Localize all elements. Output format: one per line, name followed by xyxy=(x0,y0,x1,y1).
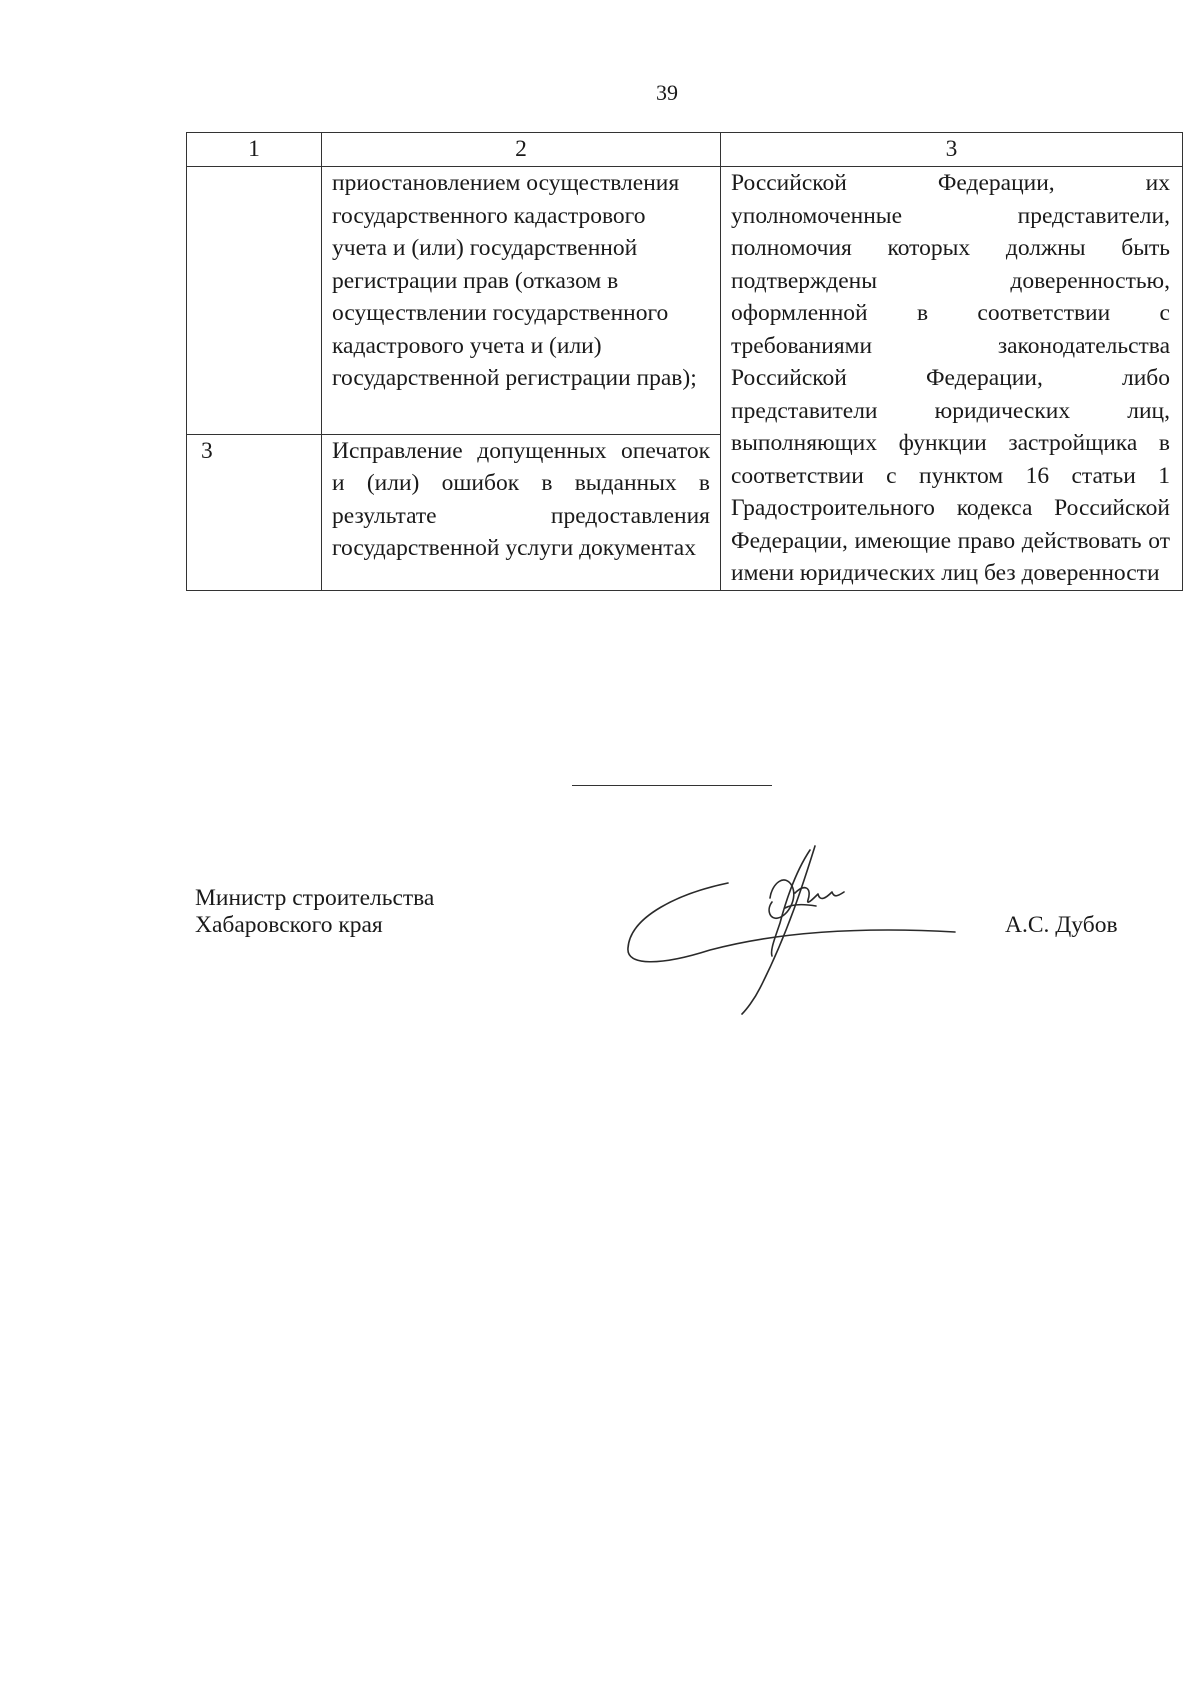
handwritten-signature xyxy=(620,838,980,1018)
signatory-name: А.С. Дубов xyxy=(1005,912,1118,938)
column-header: 2 xyxy=(322,133,721,167)
column-header: 1 xyxy=(187,133,322,167)
row-number-cell: 3 xyxy=(187,434,322,590)
row-number-cell xyxy=(187,167,322,435)
page-number: 39 xyxy=(656,80,678,105)
signatory-title-line: Хабаровского края xyxy=(195,912,383,938)
column-header: 3 xyxy=(721,133,1183,167)
table-header-row xyxy=(187,133,1183,167)
applicants-cell: Российской Федерации, их уполномоченные представители, полномочия которых должны быть подтверждены доверенностью, оформленной в соответствии с требованиями законодательства Российской Федерации, либо представители юридических лиц, выполняющих функции застройщика в соответствии с пунктом 16 статьи 1 Градостроительного кодекса Российской Федерации, имеющие право действовать от имени юридических лиц без доверенности xyxy=(721,167,1183,591)
service-description-cell: приостановлением осуществления государственного кадастрового учета и (или) государственной регистрации прав (отказом в осуществлении государственного кадастрового учета и (или) государственной регистрации прав); xyxy=(322,167,721,435)
table-row xyxy=(187,167,1183,435)
signatory-title-line: Министр строительства xyxy=(195,885,435,911)
signatory-title xyxy=(195,885,434,939)
separator-line xyxy=(572,785,772,786)
service-description-cell: Исправление допущенных опечаток и (или) ошибок в выданных в результате предоставления государственной услуги документах xyxy=(322,434,721,590)
services-table xyxy=(186,132,1183,591)
